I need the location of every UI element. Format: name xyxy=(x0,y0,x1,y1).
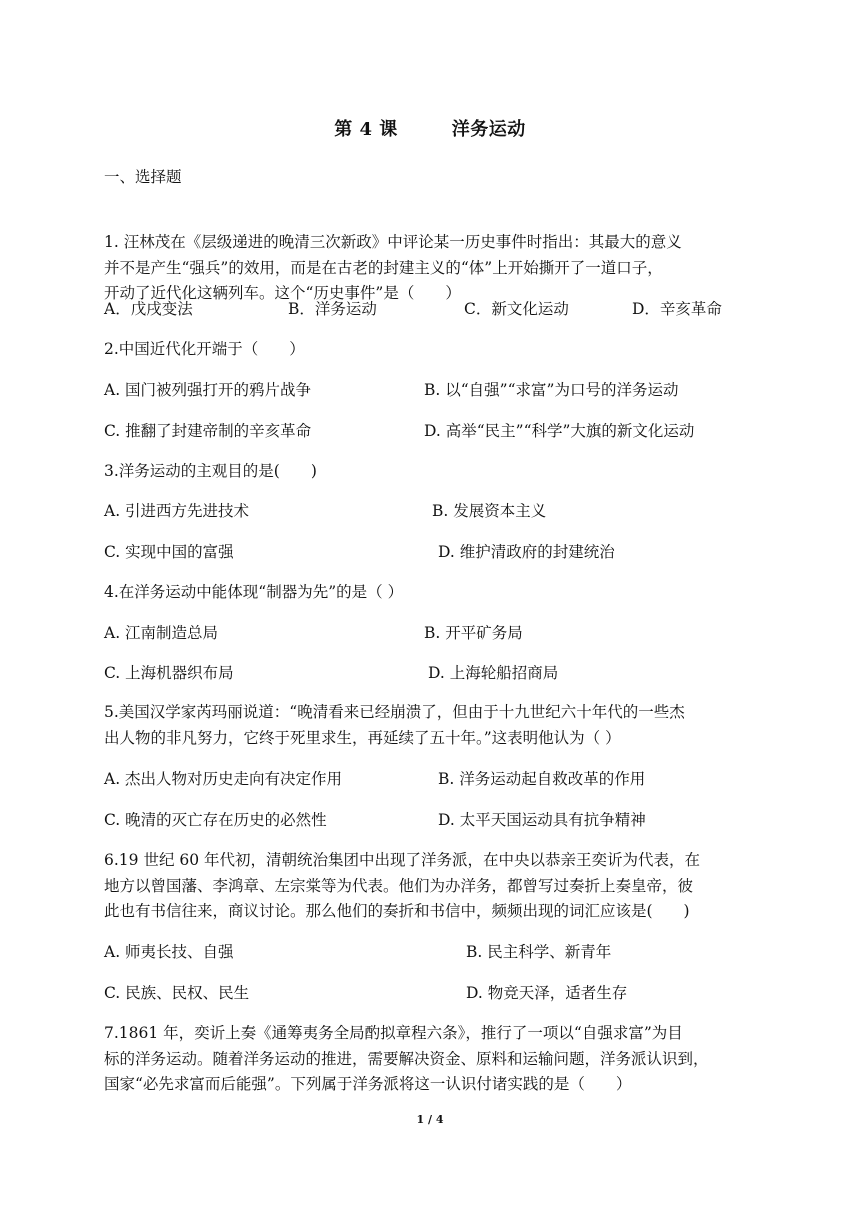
question-6-option-b: B. 民主科学、新青年 xyxy=(466,943,612,961)
stem-line: 7.1861 年，奕䜣上奏《通筹夷务全局酌拟章程六条》，推行了一项以“自强求富”为目 xyxy=(104,1024,683,1042)
question-6-option-a: A. 师夷长技、自强 xyxy=(104,943,234,961)
lesson-number: 第 4 课 xyxy=(334,119,398,140)
question-1-option-d: D．辛亥革命 xyxy=(632,300,722,318)
question-3-option-a: A. 引进西方先进技术 xyxy=(104,502,250,520)
question-2-option-b: B. 以“自强”“求富”为口号的洋务运动 xyxy=(424,381,679,399)
stem-line: 4.在洋务运动中能体现“制器为先”的是（ ） xyxy=(104,583,404,601)
question-2-option-c: C. 推翻了封建帝制的辛亥革命 xyxy=(104,422,312,440)
question-3-option-d: D. 维护清政府的封建统治 xyxy=(438,543,615,561)
question-6-option-c: C. 民族、民权、民生 xyxy=(104,984,250,1002)
question-6-option-d: D. 物竞天泽，适者生存 xyxy=(466,984,628,1002)
question-1-option-b: B．洋务运动 xyxy=(288,300,377,318)
question-3-option-b: B. 发展资本主义 xyxy=(432,502,547,520)
question-1-option-a: A．戊戌变法 xyxy=(104,300,193,318)
question-4-stem xyxy=(104,580,760,606)
stem-line: 并不是产生“强兵”的效用，而是在古老的封建主义的“体”上开始撕开了一道口子， xyxy=(104,258,663,277)
stem-line: 3.洋务运动的主观目的是( ) xyxy=(104,462,317,480)
stem-line: 标的洋务运动。随着洋务运动的推进，需要解决资金、原料和运输问题，洋务派认识到， xyxy=(104,1049,709,1068)
question-1-stem xyxy=(104,230,760,307)
question-3-stem xyxy=(104,459,760,485)
page-number: 1 / 4 xyxy=(416,1113,444,1126)
question-5-option-c: C. 晚清的灭亡存在历史的必然性 xyxy=(104,811,327,829)
stem-line: 6.19 世纪 60 年代初，清朝统治集团中出现了洋务派，在中央以恭亲王奕䜣为代表，在 xyxy=(104,851,701,869)
question-3-option-c: C. 实现中国的富强 xyxy=(104,543,234,561)
section-heading: 一、选择题 xyxy=(104,168,182,186)
question-5-stem xyxy=(104,700,760,751)
question-5-option-d: D. 太平天国运动具有抗争精神 xyxy=(438,811,646,829)
stem-line: 出人物的非凡努力，它终于死里求生，再延续了五十年。”这表明他认为（ ） xyxy=(104,728,621,747)
question-4-option-d: D. 上海轮船招商局 xyxy=(428,664,559,682)
question-6-stem xyxy=(104,848,760,925)
question-2-stem xyxy=(104,337,760,363)
stem-line: 地方以曾国藩、李鸿章、左宗棠等为代表。他们为办洋务，都曾写过奏折上奏皇帝，彼 xyxy=(104,876,694,895)
stem-line: 开动了近代化这辆列车。这个“历史事件”是（ ） xyxy=(104,284,461,302)
stem-line: 2.中国近代化开端于（ ） xyxy=(104,340,305,358)
question-7-stem xyxy=(104,1021,760,1098)
question-2-option-d: D. 高举“民主”“科学”大旗的新文化运动 xyxy=(424,422,695,440)
question-4-option-c: C. 上海机器织布局 xyxy=(104,664,234,682)
stem-line: 1. 汪林茂在《层级递进的晚清三次新政》中评论某一历史事件时指出：其最大的意义 xyxy=(104,233,682,251)
question-5-option-b: B. 洋务运动起自救改革的作用 xyxy=(438,770,646,788)
lesson-name: 洋务运动 xyxy=(451,119,526,140)
stem-line: 5.美国汉学家芮玛丽说道：“晚清看来已经崩溃了，但由于十九世纪六十年代的一些杰 xyxy=(104,703,685,721)
stem-line: 此也有书信往来，商议讨论。那么他们的奏折和书信中，频频出现的词汇应该是( ) xyxy=(104,902,690,920)
question-5-option-a: A. 杰出人物对历史走向有决定作用 xyxy=(104,770,343,788)
page-title xyxy=(0,115,860,141)
question-2-option-a: A. 国门被列强打开的鸦片战争 xyxy=(104,381,312,399)
question-1-option-c: C．新文化运动 xyxy=(464,300,569,318)
stem-line: 国家“必先求富而后能强”。下列属于洋务派将这一认识付诸实践的是（ ） xyxy=(104,1075,632,1093)
question-4-option-b: B. 开平矿务局 xyxy=(424,624,523,642)
question-4-option-a: A. 江南制造总局 xyxy=(104,624,219,642)
